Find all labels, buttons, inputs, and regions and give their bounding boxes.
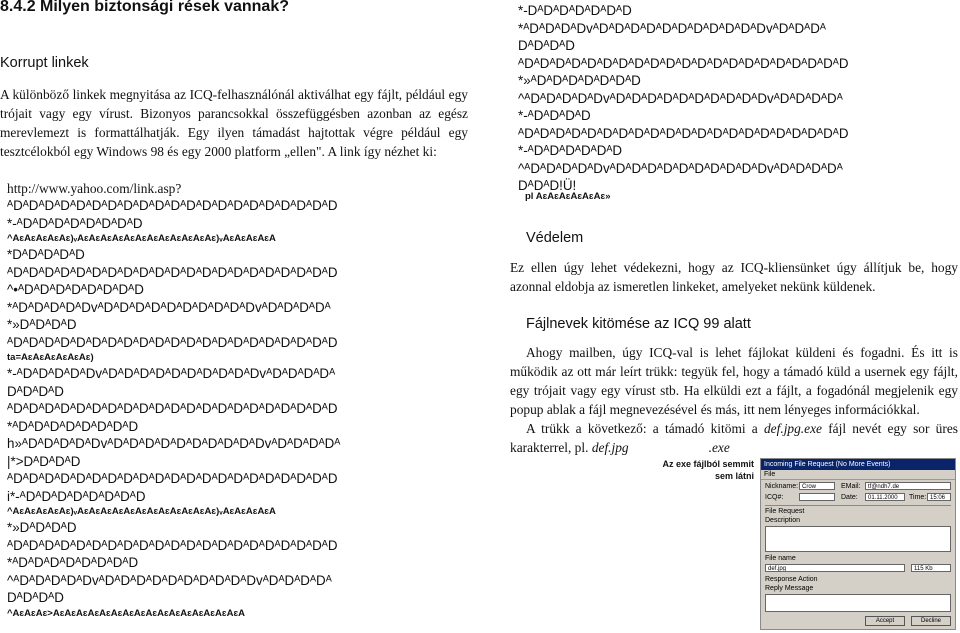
label-reply-message: Reply Message <box>765 585 814 592</box>
label-email: EMail: <box>841 483 861 490</box>
field-description[interactable] <box>765 526 951 552</box>
label-file-name: File name <box>765 555 796 562</box>
section-title: 8.4.2 Milyen biztonsági rések vannak? <box>0 0 289 15</box>
garbled-link-line: DᴬDᴬD!Ü! <box>518 178 577 193</box>
field-file-size: 115 Kb <box>911 564 951 572</box>
p2-part-a: A trükk a következő: a támadó kitömi a <box>526 421 758 436</box>
garbled-link-line: *ᴬDᴬDᴬDᴬDᴬDvᴬDᴬDᴬDᴬDᴬDᴬDᴬDᴬDᴬDᴬDvᴬDᴬDᴬDᴬDᴬ <box>7 299 331 315</box>
garbled-link-line: *-ᴬDᴬDᴬDᴬD <box>518 108 591 123</box>
garbled-link-line: ^AɛAɛAɛAɛAɛ)ᵥAɛAɛAɛAɛAɛAɛAɛAɛAɛAɛAɛAɛ)ᵥAɛAɛAɛAɛA <box>7 233 276 244</box>
fajlnevek-title: Fájlnevek kitömése az ICQ 99 alatt <box>526 316 751 332</box>
accept-button[interactable]: Accept <box>865 616 905 626</box>
field-nickname[interactable]: Crow <box>799 482 835 490</box>
garbled-link-line: *-ᴬDᴬDᴬDᴬDᴬDvᴬDᴬDᴬDᴬDᴬDᴬDᴬDᴬDᴬDᴬDvᴬDᴬDᴬDᴬDᴬ <box>7 366 336 381</box>
garbled-link-line: DᴬDᴬDᴬD <box>518 38 575 53</box>
left-subtitle: Korrupt linkek <box>0 55 89 71</box>
fajlnevek-paragraph-1: Ahogy mailben, úgy ICQ-val is lehet fájlokat küldeni és fogadni. És itt is működik az ott már leírt trükk: tegyük fel, hogy a támadó küld a usernek egy fájlt, egy trójait vagy egy vírust stb. Ha elküldi ezt a fájlt, a fogadónál megjelenik egy popup ablak a fájl megnevezésével és más, itt nem lényeges információkkal. <box>510 345 958 417</box>
garbled-link-line: ᴬDᴬDᴬDᴬDᴬDᴬDᴬDᴬDᴬDᴬDᴬDᴬDᴬDᴬDᴬDᴬDᴬDᴬDᴬDᴬDᴬD <box>518 125 849 141</box>
garbled-link-line: ᴬDᴬDᴬDᴬDᴬDᴬDᴬDᴬDᴬDᴬDᴬDᴬDᴬDᴬDᴬDᴬDᴬDᴬDᴬDᴬDᴬD <box>7 198 338 213</box>
p2-exe: .exe <box>708 440 730 455</box>
garbled-link-line: *ᴬDᴬDᴬDᴬDᴬDᴬDᴬDᴬD <box>7 418 139 434</box>
garbled-link-line: ^ᴬDᴬDᴬDᴬDᴬDvᴬDᴬDᴬDᴬDᴬDᴬDᴬDᴬDᴬDᴬDvᴬDᴬDᴬDᴬDᴬ <box>7 572 332 588</box>
right-small-line: pl AɛAɛAɛAɛAɛAɛ» <box>525 191 611 202</box>
garbled-link-line: DᴬDᴬDᴬD <box>7 383 64 399</box>
garbled-link-line: ᴬDᴬDᴬDᴬDᴬDᴬDᴬDᴬDᴬDᴬDᴬDᴬDᴬDᴬDᴬDᴬDᴬDᴬDᴬDᴬDᴬD <box>518 55 849 71</box>
decline-button[interactable]: Decline <box>911 616 951 626</box>
figure-caption: Az exe fájlból semmit sem látni <box>662 459 754 481</box>
label-date: Date: <box>841 494 858 501</box>
garbled-link-line: *-ᴬDᴬDᴬDᴬDᴬDᴬDᴬDᴬD <box>7 215 143 231</box>
garbled-link-line: ta=AɛAɛAɛAɛAɛAɛ) <box>7 352 94 363</box>
garbled-link-line: *»DᴬDᴬDᴬD <box>7 520 77 535</box>
garbled-link-line: i*-ᴬDᴬDᴬDᴬDᴬDᴬDᴬDᴬD <box>7 488 146 504</box>
garbled-link-line: *-DᴬDᴬDᴬDᴬDᴬDᴬD <box>518 3 632 18</box>
garbled-link-line: ^ᴬDᴬDᴬDᴬDᴬDvᴬDᴬDᴬDᴬDᴬDᴬDᴬDᴬDᴬDᴬDvᴬDᴬDᴬDᴬDᴬ <box>518 160 843 176</box>
p2-part-b: fájl nevét egy sor üres karakterrel, pl. <box>510 421 958 455</box>
garbled-link-line: *»ᴬDᴬDᴬDᴬDᴬDᴬDᴬD <box>518 73 641 88</box>
garbled-link-line: ᴬDᴬDᴬDᴬDᴬDᴬDᴬDᴬDᴬDᴬDᴬDᴬDᴬDᴬDᴬDᴬDᴬDᴬDᴬDᴬDᴬD <box>7 264 338 280</box>
garbled-link-line: *ᴬDᴬDᴬDᴬDᴬDᴬDᴬDᴬD <box>7 555 139 570</box>
field-icq[interactable] <box>799 493 835 501</box>
fajlnevek-paragraph-2 <box>510 419 958 457</box>
field-date[interactable]: 01.11.2000 <box>865 493 905 501</box>
garbled-link-line: h»ᴬDᴬDᴬDᴬDᴬDvᴬDᴬDᴬDᴬDᴬDᴬDᴬDᴬDᴬDᴬDvᴬDᴬDᴬDᴬDᴬ <box>7 436 341 451</box>
dialog-title-bar <box>761 459 955 470</box>
garbled-link-line: *DᴬDᴬDᴬDᴬD <box>7 247 85 262</box>
garbled-link-line: ^ᴬDᴬDᴬDᴬDᴬDvᴬDᴬDᴬDᴬDᴬDᴬDᴬDᴬDᴬDᴬDvᴬDᴬDᴬDᴬDᴬ <box>518 90 843 106</box>
garbled-link-line: ^•ᴬDᴬDᴬDᴬDᴬDᴬDᴬDᴬD <box>7 282 144 297</box>
garbled-link-line: ᴬDᴬDᴬDᴬDᴬDᴬDᴬDᴬDᴬDᴬDᴬDᴬDᴬDᴬDᴬDᴬDᴬDᴬDᴬDᴬDᴬD <box>7 334 338 350</box>
right-garbage-block <box>518 2 960 195</box>
label-description: Description <box>765 517 801 524</box>
garbled-link-line: |*>DᴬDᴬDᴬD <box>7 453 81 469</box>
garbled-link-line: *ᴬDᴬDᴬDᴬDvᴬDᴬDᴬDᴬDᴬDᴬDᴬDᴬDᴬDᴬDᴬDvᴬDᴬDᴬDᴬ <box>518 20 826 36</box>
label-response-action: Response Action <box>765 576 818 583</box>
garbled-link-line: *-ᴬDᴬDᴬDᴬDᴬDᴬD <box>518 143 623 158</box>
field-file-name[interactable]: def.jpg <box>765 564 905 572</box>
p2-filename: def.jpg.exe <box>763 421 822 436</box>
section-file-request: File Request <box>765 508 805 515</box>
icq-file-request-dialog <box>760 458 956 630</box>
vedelem-title: Védelem <box>526 230 584 246</box>
garbled-link-line: ᴬDᴬDᴬDᴬDᴬDᴬDᴬDᴬDᴬDᴬDᴬDᴬDᴬDᴬDᴬDᴬDᴬDᴬDᴬDᴬDᴬD <box>7 401 338 416</box>
garbled-link-line: *»DᴬDᴬDᴬD <box>7 317 77 332</box>
dialog-divider <box>765 505 951 506</box>
vedelem-text: Ez ellen úgy lehet védekezni, hogy az ICQ-kliensünket úgy állítjuk be, hogy azonnal eldobja az ismeretlen linkeket, amelyeket nekünk küldenek. <box>510 260 958 294</box>
label-time: Time: <box>909 494 927 501</box>
left-garbage-block <box>7 197 473 621</box>
garbled-link-line: ᴬDᴬDᴬDᴬDᴬDᴬDᴬDᴬDᴬDᴬDᴬDᴬDᴬDᴬDᴬDᴬDᴬDᴬDᴬDᴬDᴬD <box>7 537 338 553</box>
field-time[interactable]: 15:06 <box>927 493 951 501</box>
garbled-link-line: ^AɛAɛAɛ>AɛAɛAɛAɛAɛAɛAɛAɛAɛAɛAɛAɛAɛAɛAɛAɛA <box>7 607 246 619</box>
field-reply-message[interactable] <box>765 594 951 612</box>
label-icq: ICQ#: <box>765 494 784 501</box>
garbled-link-line: ᴬDᴬDᴬDᴬDᴬDᴬDᴬDᴬDᴬDᴬDᴬDᴬDᴬDᴬDᴬDᴬDᴬDᴬDᴬDᴬDᴬD <box>7 471 338 486</box>
p2-def: def.jpg <box>591 440 629 455</box>
garbled-link-line: ^AɛAɛAɛAɛAɛ)ᵥAɛAɛAɛAɛAɛAɛAɛAɛAɛAɛAɛAɛ)ᵥAɛAɛAɛAɛA <box>7 506 276 517</box>
link-url: http://www.yahoo.com/link.asp? <box>7 181 182 196</box>
garbled-link-line: DᴬDᴬDᴬD <box>7 590 64 605</box>
dialog-title: Incoming File Request (No More Events) <box>764 461 891 468</box>
left-paragraph: A különböző linkek megnyitása az ICQ-felhasználónál aktiválhat egy fájlt, például egy trójait vagy egy vírust. Bizonyos parancsokkal összefüggésben azonban az egész merevlemezt is formattálhatják. Egy ilyen támadást hajtottak végre például egy tesztcélokból egy Windows 98 és egy 2000 platform „ellen". A link így nézhet ki: <box>0 87 468 159</box>
label-nickname: Nickname: <box>765 483 799 490</box>
field-email[interactable]: tf@ndh7.de <box>865 482 951 490</box>
dialog-menu-file[interactable]: File <box>761 470 955 480</box>
